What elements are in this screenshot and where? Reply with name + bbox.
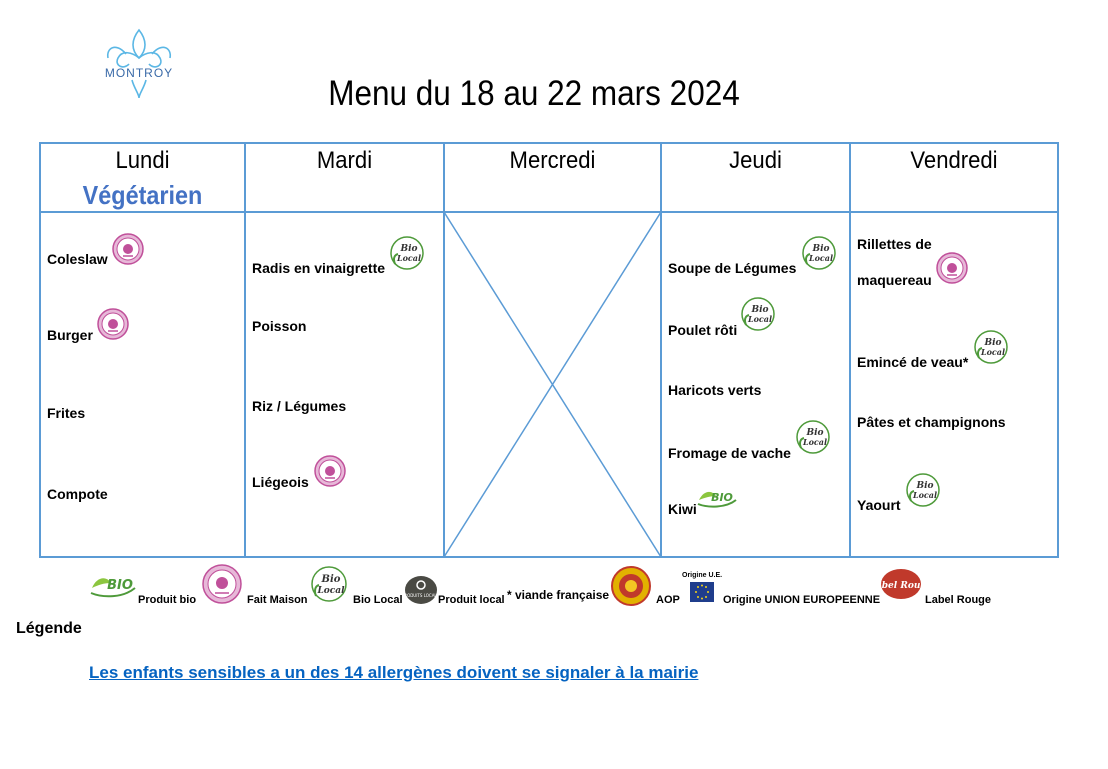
svg-text:Local: Local <box>980 347 1006 357</box>
svg-text:Local: Local <box>802 437 828 447</box>
menu-item-mardi-liegeois: Liégeois <box>252 474 309 490</box>
menu-item-lundi-frites: Frites <box>47 405 86 421</box>
svg-text:BIO: BIO <box>711 491 733 504</box>
aop-icon <box>608 566 654 606</box>
menu-item-mardi-radis: Radis en vinaigrette <box>252 260 386 276</box>
day-header-mercredi: Mercredi <box>509 147 596 174</box>
menu-item-jeudi-soupe: Soupe de Légumes <box>668 260 797 276</box>
menu-item-jeudi-haricots: Haricots verts <box>668 382 762 398</box>
legend-label-viande-francaise: * viande française <box>507 588 610 602</box>
svg-text:Local: Local <box>317 586 345 596</box>
svg-text:Bio: Bio <box>916 481 934 491</box>
svg-text:Bio: Bio <box>812 244 830 254</box>
menu-item-lundi-burger: Burger <box>47 327 93 343</box>
fait-maison-icon <box>201 566 243 602</box>
bio-icon <box>696 484 738 512</box>
menu-item-jeudi-kiwi: Kiwi <box>668 501 697 517</box>
fait-maison-icon <box>111 236 145 264</box>
bio-icon <box>89 570 137 602</box>
bio-local-icon <box>802 236 838 272</box>
menu-item-jeudi-fromage: Fromage de vache <box>668 445 791 461</box>
legend-label-fait-maison: Fait Maison <box>247 594 308 606</box>
menu-item-mardi-poisson: Poisson <box>252 318 307 334</box>
svg-text:PRODUITS LOCAUX: PRODUITS LOCAUX <box>401 593 441 598</box>
logo-text: MONTROY <box>104 66 174 80</box>
allergen-notice-link[interactable]: Les enfants sensibles a un des 14 allergènes doivent se signaler à la mairie <box>89 663 699 682</box>
svg-text:BIO: BIO <box>107 578 133 593</box>
wednesday-closed-cross <box>444 212 661 557</box>
menu-item-vendredi-rillettes: Rillettes de <box>857 236 932 252</box>
day-header-jeudi: Jeudi <box>729 147 782 174</box>
svg-text:Bio: Bio <box>751 305 769 315</box>
eu-origin-icon <box>690 582 714 602</box>
svg-text:Local: Local <box>912 490 938 500</box>
fait-maison-icon <box>313 458 347 486</box>
label-rouge-icon <box>869 568 933 600</box>
legend-title: Légende <box>16 620 82 637</box>
svg-text:Bio: Bio <box>321 574 341 585</box>
svg-text:Local: Local <box>747 314 773 324</box>
svg-text:Bio: Bio <box>806 428 824 438</box>
bio-local-icon <box>796 420 832 456</box>
svg-text:Bio: Bio <box>400 244 418 254</box>
day-header-vendredi: Vendredi <box>910 147 998 174</box>
day-header-mardi: Mardi <box>316 147 373 174</box>
bio-local-icon <box>390 236 426 272</box>
menu-item-vendredi-emince: Emincé de veau* <box>857 354 969 370</box>
svg-text:Local: Local <box>396 253 422 263</box>
bio-local-icon <box>906 473 942 509</box>
menu-item-jeudi-poulet: Poulet rôti <box>668 322 738 338</box>
vegetarian-tag: Végétarien <box>82 180 203 210</box>
menu-item-vendredi-maquereau: maquereau <box>857 272 932 288</box>
menu-item-vendredi-yaourt: Yaourt <box>857 497 901 513</box>
menu-item-mardi-riz: Riz / Légumes <box>252 398 347 414</box>
fait-maison-icon <box>935 255 969 283</box>
svg-text:Label Rouge: Label Rouge <box>869 581 933 591</box>
day-header-lundi: Lundi <box>115 147 170 174</box>
legend-label-bio-local: Bio Local <box>353 594 403 606</box>
legend-label-label-rouge: Label Rouge <box>925 594 992 606</box>
bio-local-icon <box>974 330 1010 366</box>
legend-label-produit-local: Produit local <box>438 594 505 606</box>
produit-local-icon <box>401 575 441 605</box>
fait-maison-icon <box>96 311 130 339</box>
bio-local-icon <box>310 565 348 603</box>
svg-text:Bio: Bio <box>984 338 1002 348</box>
page-title: Menu du 18 au 22 mars 2024 <box>328 74 740 113</box>
eu-origin-caption: Origine U.E. <box>682 572 723 579</box>
menu-item-lundi-compote: Compote <box>47 486 108 502</box>
svg-text:Local: Local <box>808 253 834 263</box>
bio-local-icon <box>741 297 777 333</box>
legend-label-aop: AOP <box>656 594 680 606</box>
legend-label-eu-origin: Origine UNION EUROPEENNE <box>723 594 881 606</box>
menu-item-vendredi-pates: Pâtes et champignons <box>857 414 1006 430</box>
menu-item-lundi-coleslaw: Coleslaw <box>47 251 108 267</box>
legend-label-bio: Produit bio <box>138 594 197 606</box>
